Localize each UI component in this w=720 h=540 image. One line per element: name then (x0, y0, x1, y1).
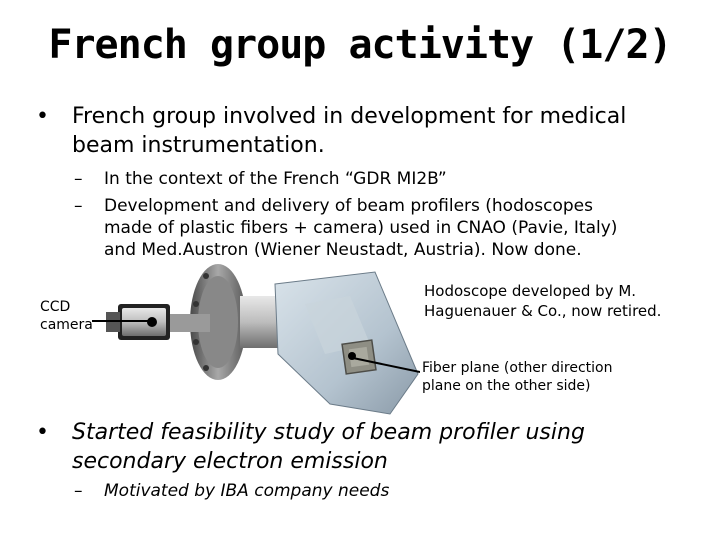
ccd-caption (40, 298, 93, 334)
fiber-caption (422, 359, 612, 395)
hodoscope-caption-line-1: Hodoscope developed by M. (424, 282, 637, 300)
sub-item-1-text: In the context of the French “GDR MI2B” (104, 169, 447, 189)
fiber-pointer-dot (348, 352, 356, 360)
ccd-caption-line-2: camera (40, 317, 93, 333)
hodoscope-caption-line-2: Haguenauer & Co., now retired. (424, 302, 662, 320)
bullet-marker: • (36, 420, 49, 445)
ccd-caption-line-1: CCD (40, 299, 71, 315)
hodoscope-photo (100, 264, 420, 424)
bullet-2-line-2: secondary electron emission (72, 449, 388, 474)
slide-title: French group activity (1/2) (48, 22, 672, 68)
ccd-pointer-line (92, 316, 152, 326)
sub-item-3-text: Motivated by IBA company needs (104, 481, 390, 501)
dash-marker: – (74, 169, 83, 189)
fiber-caption-line-2: plane on the other side) (422, 378, 591, 394)
sub-item-2-line-2: made of plastic fibers + camera) used in CNAO (Pavie, Italy) (104, 218, 618, 238)
sub-item-2-line-3: and Med.Austron (Wiener Neustadt, Austria). Now done. (104, 240, 582, 260)
sub-item-2-line-1: Development and delivery of beam profilers (hodoscopes (104, 196, 593, 216)
hodoscope-caption (424, 281, 661, 321)
bullet-2-line-1: Started feasibility study of beam profiler using (72, 420, 585, 445)
bullet-1-line-2: beam instrumentation. (72, 133, 325, 158)
bullet-marker: • (36, 104, 49, 129)
dash-marker: – (74, 481, 83, 501)
fiber-caption-line-1: Fiber plane (other direction (422, 360, 613, 376)
dash-marker: – (74, 196, 83, 216)
bullet-1-line-1: French group involved in development for medical (72, 104, 627, 129)
